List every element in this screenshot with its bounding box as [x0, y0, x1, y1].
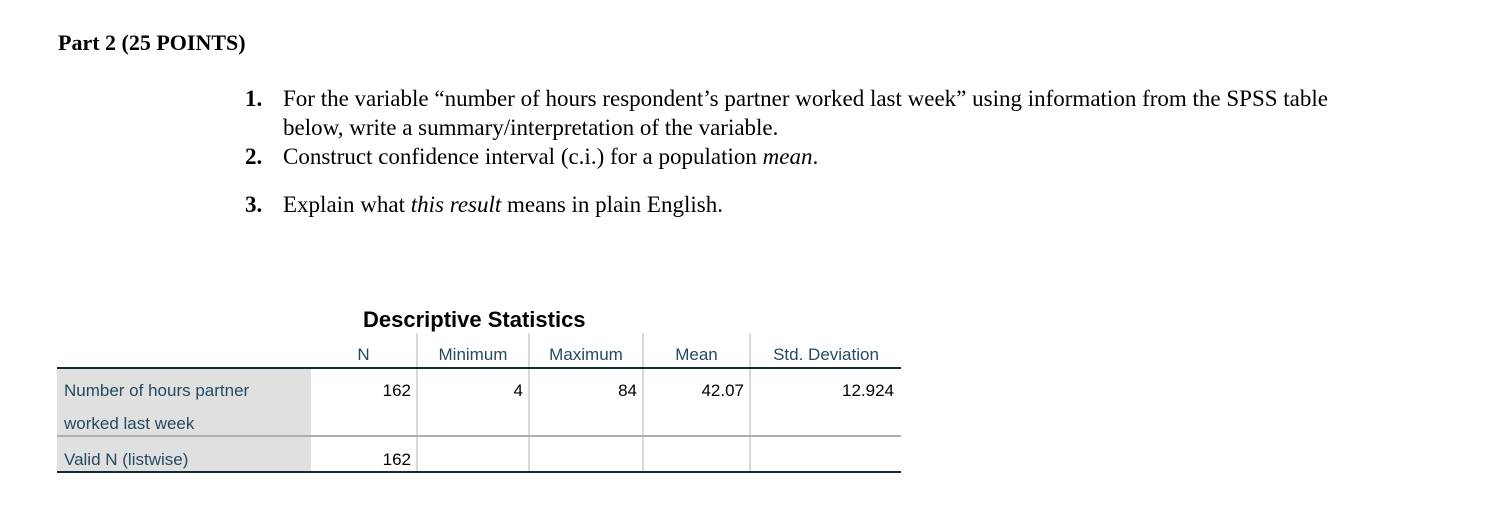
- question-1: [245, 84, 1385, 142]
- question-number: 3.: [245, 192, 263, 217]
- question-text: Construct confidence interval (c.i.) for a population mean.: [283, 144, 819, 169]
- cell-mean: 42.07: [701, 381, 744, 400]
- table-title: Descriptive Statistics: [363, 307, 586, 332]
- row-label: Valid N (listwise): [64, 450, 189, 469]
- cell-n: 162: [382, 450, 411, 469]
- question-2: [245, 142, 1385, 171]
- question-number: 1.: [245, 86, 263, 111]
- row-label: Number of hours partner: [64, 381, 250, 400]
- row-label: worked last week: [64, 414, 195, 433]
- question-list: [245, 84, 1385, 219]
- column-header-std-deviation: Std. Deviation: [773, 345, 879, 364]
- cell-std-deviation: 12.924: [842, 381, 894, 400]
- row-rule: [57, 435, 901, 437]
- header-rule: [57, 367, 901, 369]
- cell-minimum: 4: [513, 381, 523, 400]
- question-number: 2.: [245, 144, 263, 169]
- question-3: [245, 190, 1385, 219]
- column-header-n: N: [357, 345, 370, 364]
- cell-maximum: 84: [618, 381, 637, 400]
- descriptive-statistics-table: [57, 333, 901, 473]
- column-header-minimum: Minimum: [438, 345, 508, 364]
- question-text: For the variable “number of hours respondent’s partner worked last week” using information from the SPSS table below, write a summary/interpretation of the variable.: [283, 86, 1328, 140]
- column-header-maximum: Maximum: [549, 345, 623, 364]
- question-text: Explain what this result means in plain English.: [283, 192, 723, 217]
- bottom-rule: [57, 471, 901, 473]
- column-header-mean: Mean: [675, 345, 718, 364]
- part-heading: Part 2 (25 POINTS): [58, 30, 246, 55]
- cell-n: 162: [382, 381, 411, 400]
